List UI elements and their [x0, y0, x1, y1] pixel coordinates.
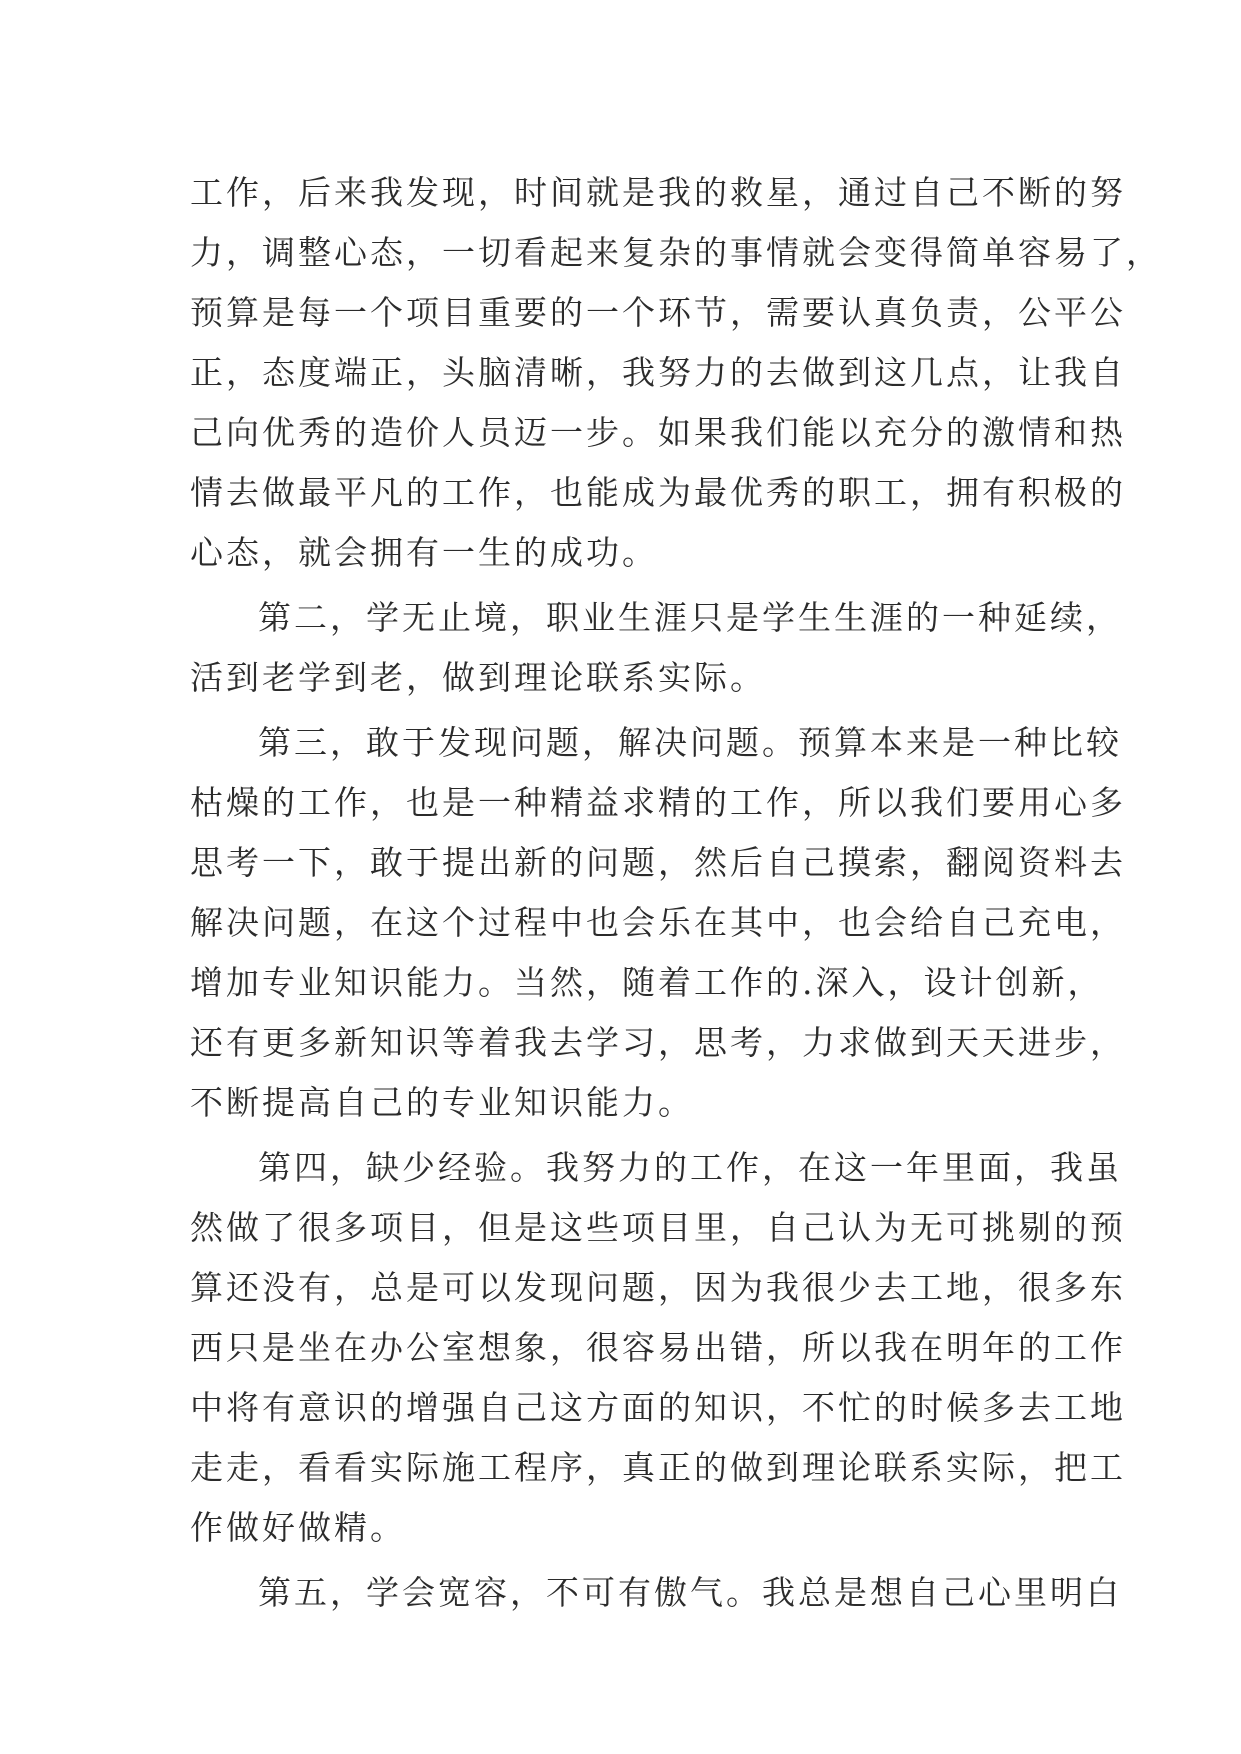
text-line: 然做了很多项目，但是这些项目里，自己认为无可挑剔的预 [190, 1208, 1126, 1247]
text-line: 思考一下，敢于提出新的问题，然后自己摸索，翻阅资料去 [190, 843, 1126, 882]
paragraph-start-line: 第二，学无止境，职业生涯只是学生生涯的一种延续， [258, 598, 1122, 637]
text-line: 力，调整心态，一切看起来复杂的事情就会变得简单容易了， [190, 233, 1162, 272]
text-line: 枯燥的工作，也是一种精益求精的工作，所以我们要用心多 [190, 783, 1126, 822]
text-line: 作做好做精。 [190, 1508, 406, 1547]
text-line: 心态，就会拥有一生的成功。 [190, 533, 658, 572]
text-line: 活到老学到老，做到理论联系实际。 [190, 658, 766, 697]
text-line: 算还没有，总是可以发现问题，因为我很少去工地，很多东 [190, 1268, 1126, 1307]
text-line: 情去做最平凡的工作，也能成为最优秀的职工，拥有积极的 [190, 473, 1126, 512]
paragraph-start-line: 第四，缺少经验。我努力的工作，在这一年里面，我虽 [258, 1148, 1122, 1187]
text-line: 增加专业知识能力。当然，随着工作的.深入，设计创新， [190, 963, 1104, 1002]
text-line: 正，态度端正，头脑清晰，我努力的去做到这几点，让我自 [190, 353, 1126, 392]
document-body [190, 163, 1162, 1623]
text-line: 预算是每一个项目重要的一个环节，需要认真负责，公平公 [190, 293, 1126, 332]
paragraph-start-line: 第五，学会宽容，不可有傲气。我总是想自己心里明白 [258, 1573, 1122, 1612]
text-line: 工作，后来我发现，时间就是我的救星，通过自己不断的努 [190, 173, 1126, 212]
text-line: 还有更多新知识等着我去学习，思考，力求做到天天进步， [190, 1023, 1126, 1062]
text-line: 己向优秀的造价人员迈一步。如果我们能以充分的激情和热 [190, 413, 1126, 452]
paragraph-start-line: 第三，敢于发现问题，解决问题。预算本来是一种比较 [258, 723, 1122, 762]
text-line: 不断提高自己的专业知识能力。 [190, 1083, 694, 1122]
text-line: 解决问题，在这个过程中也会乐在其中，也会给自己充电， [190, 903, 1126, 942]
text-line: 西只是坐在办公室想象，很容易出错，所以我在明年的工作 [190, 1328, 1126, 1367]
text-line: 走走，看看实际施工程序，真正的做到理论联系实际，把工 [190, 1448, 1126, 1487]
text-line: 中将有意识的增强自己这方面的知识，不忙的时候多去工地 [190, 1388, 1126, 1427]
